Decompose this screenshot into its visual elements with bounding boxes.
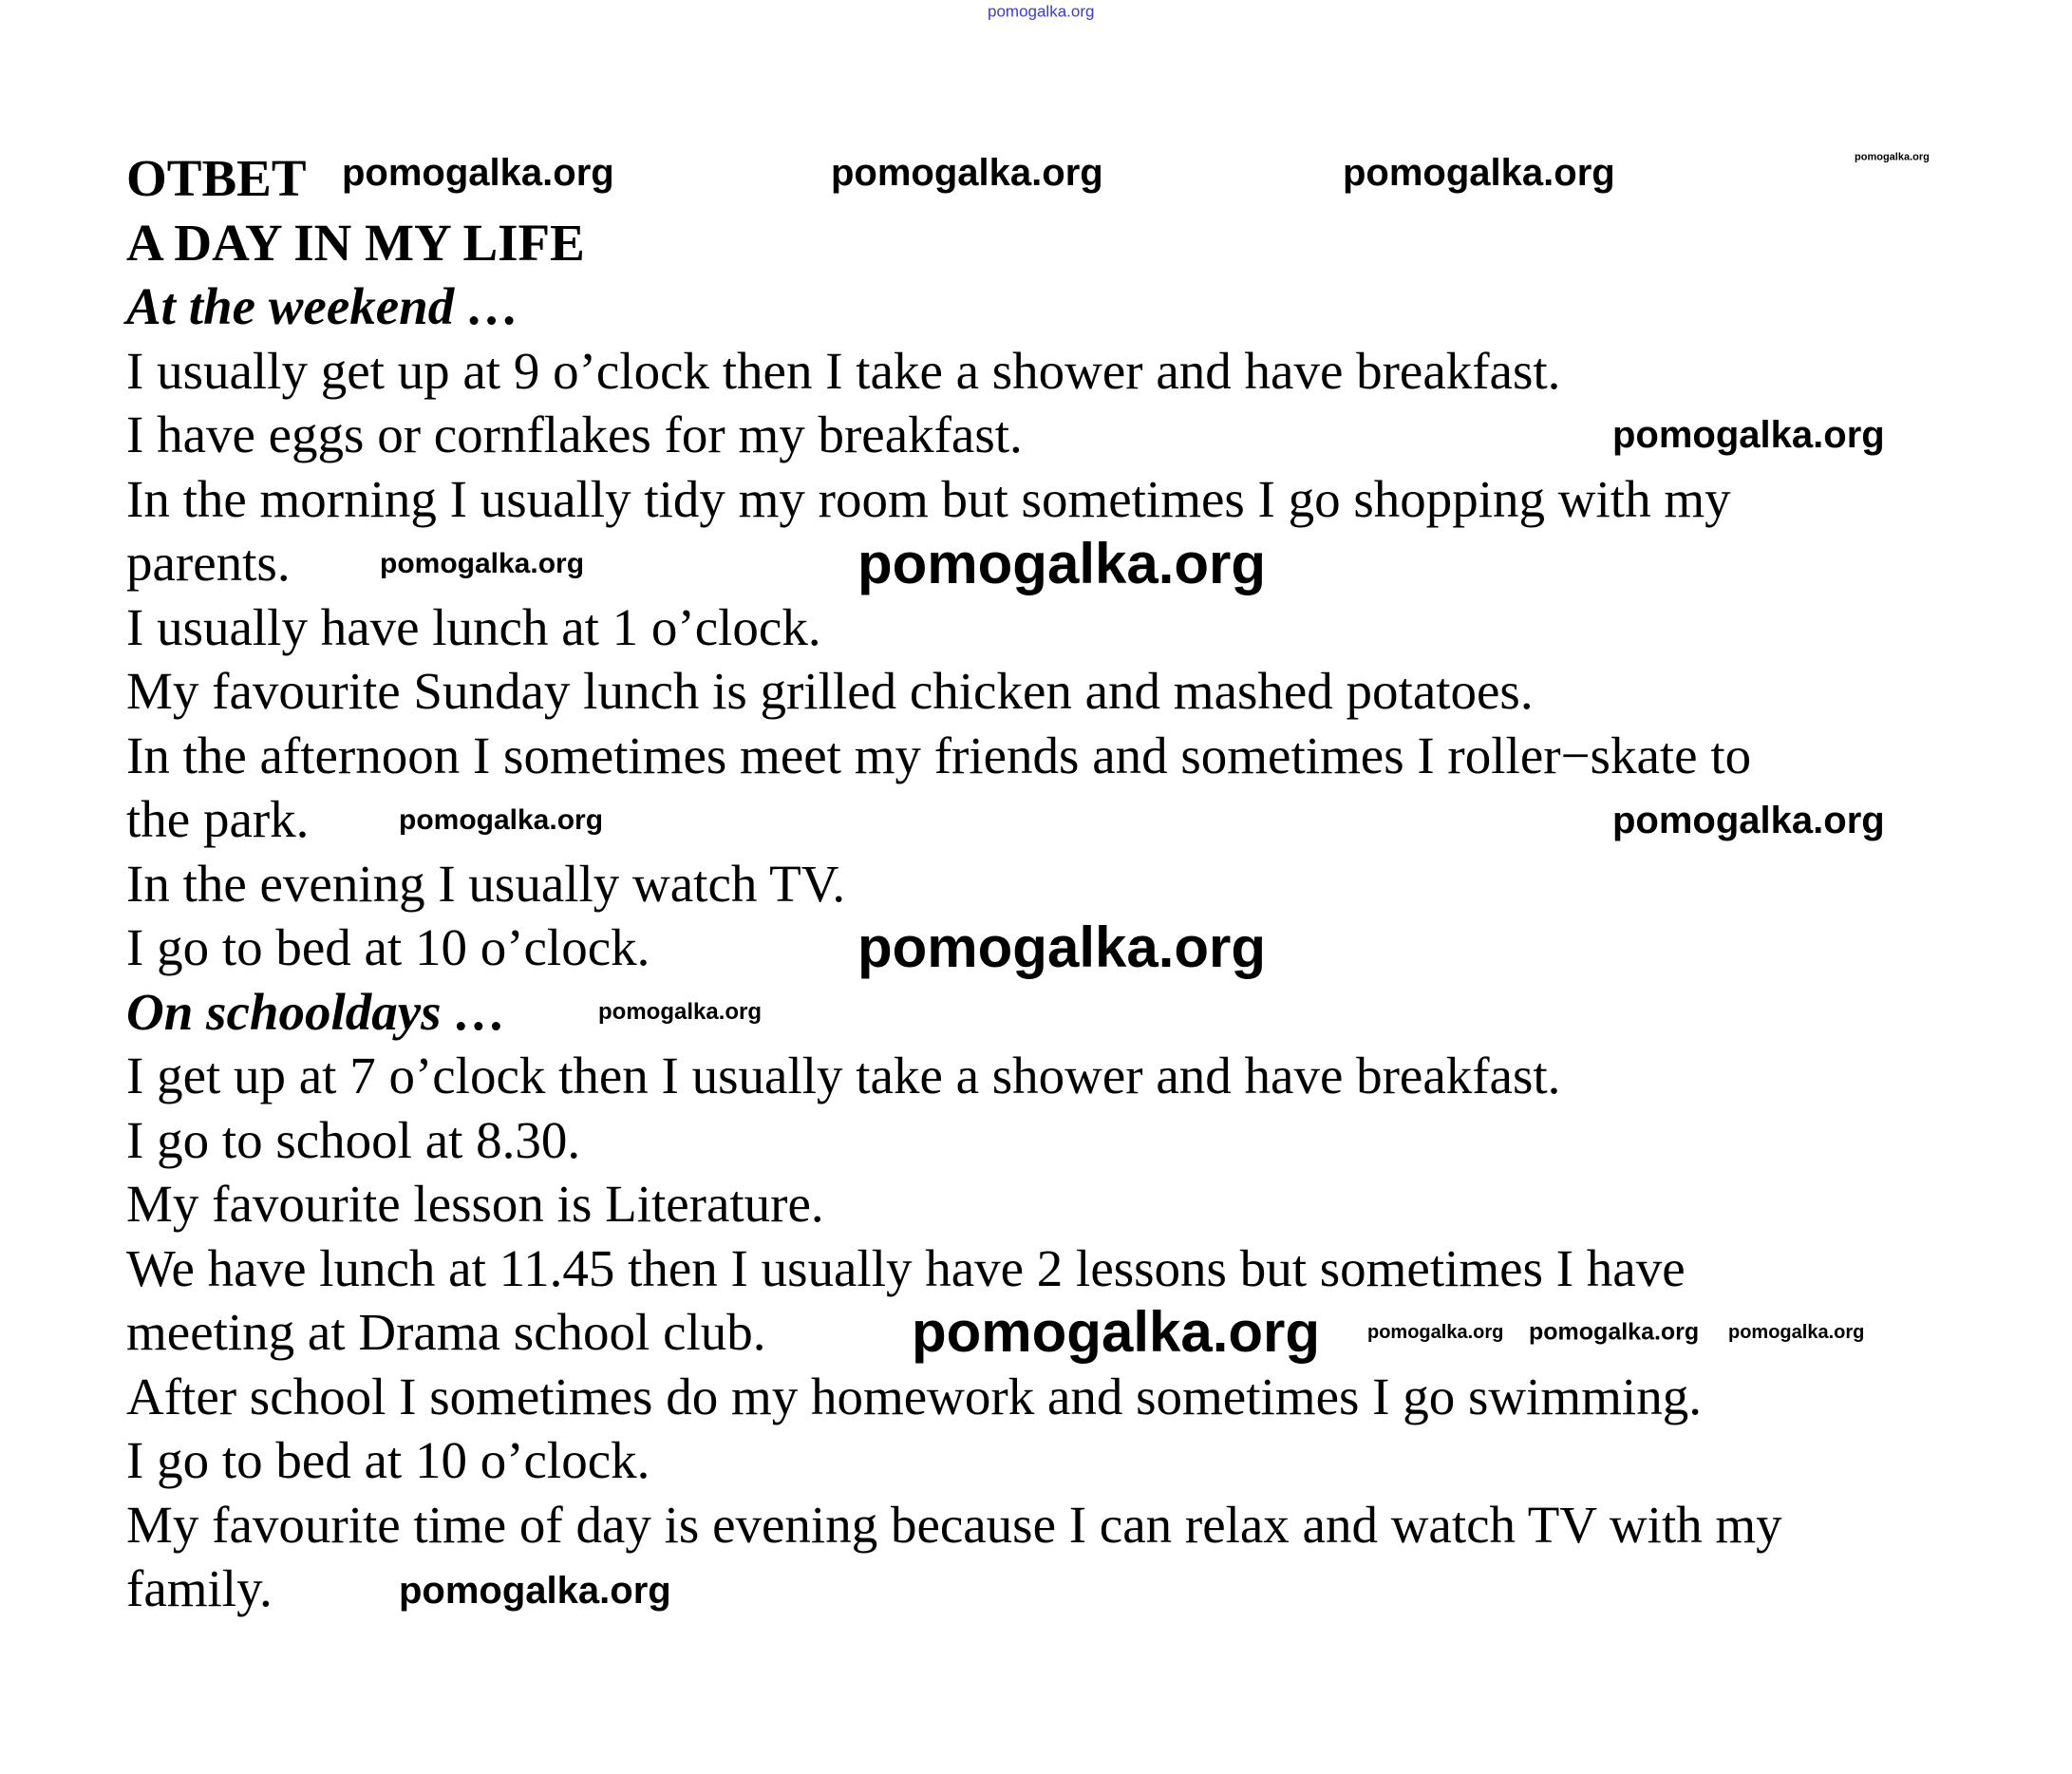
- watermark: pomogalka.org: [1728, 1322, 1865, 1343]
- weekend-heading: At the weekend …: [126, 277, 520, 335]
- schooldays-line: We have lunch at 11.45 then I usually have 2 lessons but sometimes I have: [126, 1239, 1686, 1297]
- weekend-line: I usually get up at 9 o’clock then I take a shower and have breakfast.: [126, 342, 1561, 400]
- watermark: pomogalka.org: [342, 152, 614, 194]
- schooldays-line: My favourite lesson is Literature.: [126, 1175, 824, 1233]
- watermark: pomogalka.org: [912, 1300, 1321, 1364]
- schooldays-line: I get up at 7 o’clock then I usually take a shower and have breakfast.: [126, 1047, 1561, 1104]
- watermark: pomogalka.org: [1612, 800, 1885, 841]
- weekend-line: My favourite Sunday lunch is grilled chicken and mashed potatoes.: [126, 662, 1534, 720]
- schooldays-line: family.: [126, 1559, 273, 1617]
- schooldays-line: meeting at Drama school club.: [126, 1303, 766, 1361]
- watermark: pomogalka.org: [831, 152, 1103, 194]
- watermark: pomogalka.org: [1612, 414, 1885, 456]
- watermark: pomogalka.org: [1529, 1318, 1700, 1346]
- weekend-line: In the afternoon I sometimes meet my friends and sometimes I roller−skate to: [126, 727, 1752, 784]
- watermark: pomogalka.org: [857, 532, 1267, 595]
- watermark: pomogalka.org: [399, 1570, 671, 1612]
- weekend-line: the park.: [126, 790, 310, 848]
- weekend-line: I go to bed at 10 o’clock.: [126, 918, 650, 976]
- watermark: pomogalka.org: [1855, 151, 1930, 163]
- watermark: pomogalka.org: [399, 804, 604, 836]
- schooldays-line: I go to bed at 10 o’clock.: [126, 1431, 650, 1489]
- schooldays-line: I go to school at 8.30.: [126, 1111, 581, 1169]
- schooldays-line: After school I sometimes do my homework and sometimes I go swimming.: [126, 1368, 1702, 1425]
- schooldays-line: My favourite time of day is evening because I can relax and watch TV with my: [126, 1496, 1782, 1554]
- weekend-line: I have eggs or cornflakes for my breakfast.: [126, 406, 1023, 463]
- weekend-line: I usually have lunch at 1 o’clock.: [126, 598, 821, 656]
- watermark: pomogalka.org: [380, 548, 585, 579]
- document-title: A DAY IN MY LIFE: [126, 214, 585, 272]
- watermark: pomogalka.org: [1343, 152, 1615, 194]
- schooldays-heading: On schooldays …: [126, 983, 507, 1041]
- weekend-line: In the morning I usually tidy my room but sometimes I go shopping with my: [126, 470, 1731, 528]
- weekend-line: In the evening I usually watch TV.: [126, 855, 846, 913]
- watermark: pomogalka.org: [1367, 1322, 1504, 1343]
- watermark: pomogalka.org: [857, 915, 1267, 979]
- watermark: pomogalka.org: [598, 999, 763, 1025]
- weekend-line: parents.: [126, 534, 291, 592]
- document-label: OTBET: [126, 149, 307, 207]
- header-watermark: pomogalka.org: [988, 2, 1095, 21]
